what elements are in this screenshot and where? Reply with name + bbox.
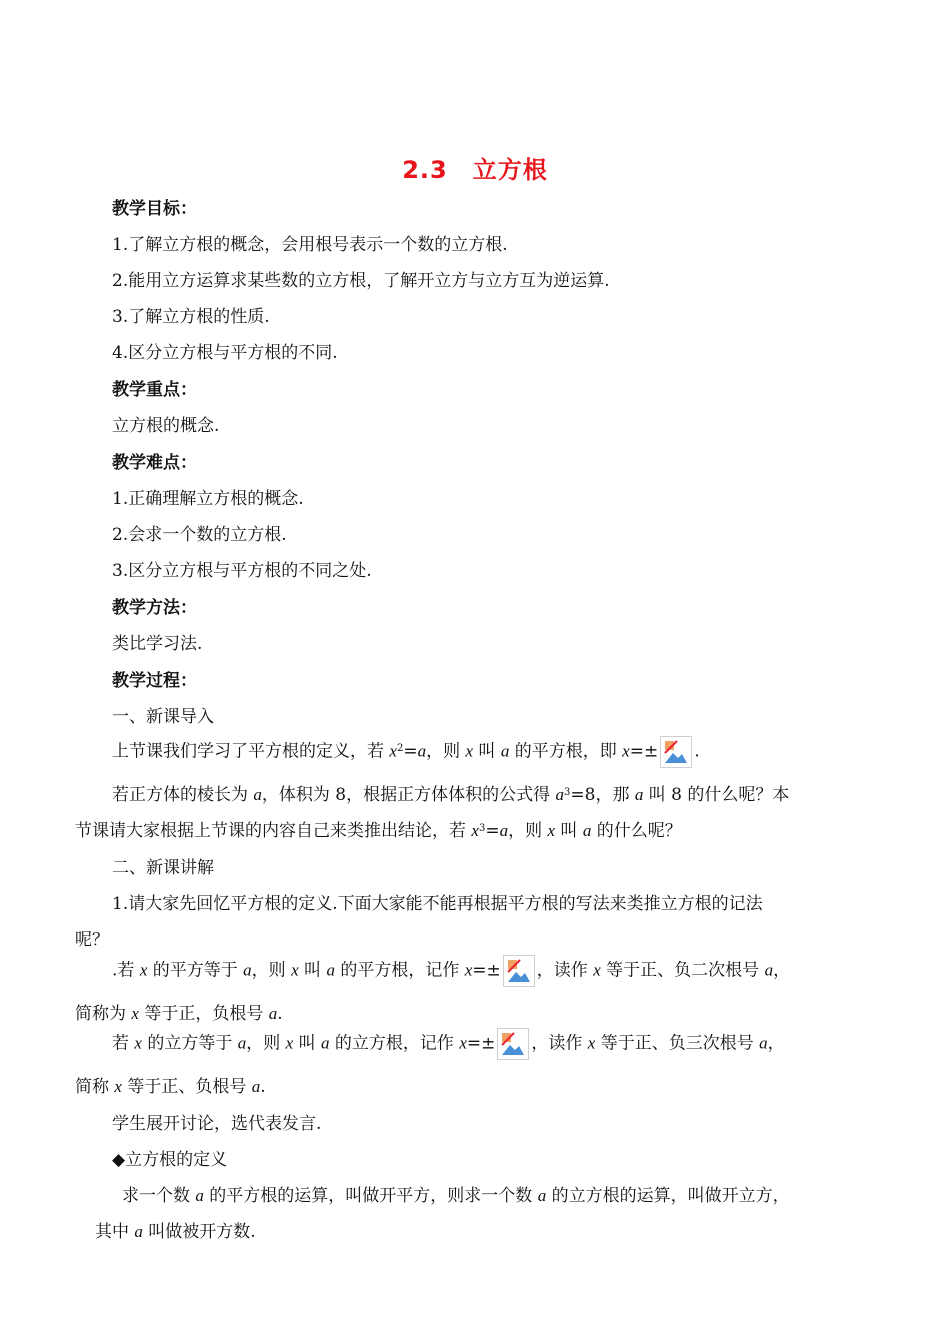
cube-root-definition-heading: ◆立方根的定义 (112, 1150, 228, 1170)
intro-paragraph-1: 上节课我们学习了平方根的定义，若 $x^2=a$，则 x 叫 a 的平方根，即 x=± . (112, 736, 700, 768)
key-points-heading: 教学重点： (112, 380, 197, 400)
objectives-heading: 教学目标： (112, 199, 197, 219)
objective-item: 1.了解立方根的概念，会用根号表示一个数的立方根. (112, 235, 508, 255)
intro-paragraph-2-line2: 节课请大家根据上节课的内容自己来类推出结论，若 $x^3=a$，则 x 叫 a 的什么呢？ (75, 821, 682, 841)
difficulty-item: 2.会求一个数的立方根. (112, 525, 287, 545)
square-root-def-line1: .若 x 的平方等于 a，则 x 叫 a 的平方根，记作 x=± ，读作 x 等于正、负二次根号 a， (112, 955, 790, 987)
difficulties-heading: 教学难点： (112, 453, 197, 473)
cube-root-def-line2: 简称 x 等于正、负根号 a. (75, 1077, 266, 1097)
section-heading: 二、新课讲解 (112, 858, 214, 878)
objective-item: 4.区分立方根与平方根的不同. (112, 343, 338, 363)
section-heading: 一、新课导入 (112, 707, 214, 727)
page-title: 2.3 立方根 (402, 156, 548, 184)
definition-line2: 其中 a 叫做被开方数. (95, 1222, 256, 1242)
intro-paragraph-2-line1: 若正方体的棱长为 a，体积为 8，根据正方体体积的公式得 $a^3=8$，那 a 叫 8 的什么呢？本 (112, 785, 790, 805)
difficulty-item: 1.正确理解立方根的概念. (112, 489, 304, 509)
objective-item: 3.了解立方根的性质. (112, 307, 270, 327)
method-item: 类比学习法. (112, 634, 203, 654)
lecture-paragraph-line1: 1.请大家先回忆平方根的定义.下面大家能不能再根据平方根的写法来类推立方根的记法 (112, 894, 763, 914)
broken-image-icon (497, 1028, 529, 1060)
cube-root-def-line1: 若 x 的立方等于 a，则 x 叫 a 的立方根，记作 x=± ，读作 x 等于正、负三次根号 a， (112, 1028, 785, 1060)
broken-image-icon (503, 955, 535, 987)
lecture-paragraph-line2: 呢？ (75, 930, 109, 950)
key-point-item: 立方根的概念. (112, 416, 220, 436)
discussion-text: 学生展开讨论，选代表发言. (112, 1114, 322, 1134)
definition-line1: 求一个数 a 的平方根的运算，叫做开平方，则求一个数 a 的立方根的运算，叫做开立方， (122, 1186, 790, 1206)
objective-item: 2.能用立方运算求某些数的立方根，了解开立方与立方互为逆运算. (112, 271, 610, 291)
difficulty-item: 3.区分立方根与平方根的不同之处. (112, 561, 372, 581)
methods-heading: 教学方法： (112, 598, 197, 618)
process-heading: 教学过程： (112, 671, 197, 691)
square-root-def-line2: 简称为 x 等于正，负根号 a. (75, 1004, 283, 1024)
broken-image-icon (660, 736, 692, 768)
